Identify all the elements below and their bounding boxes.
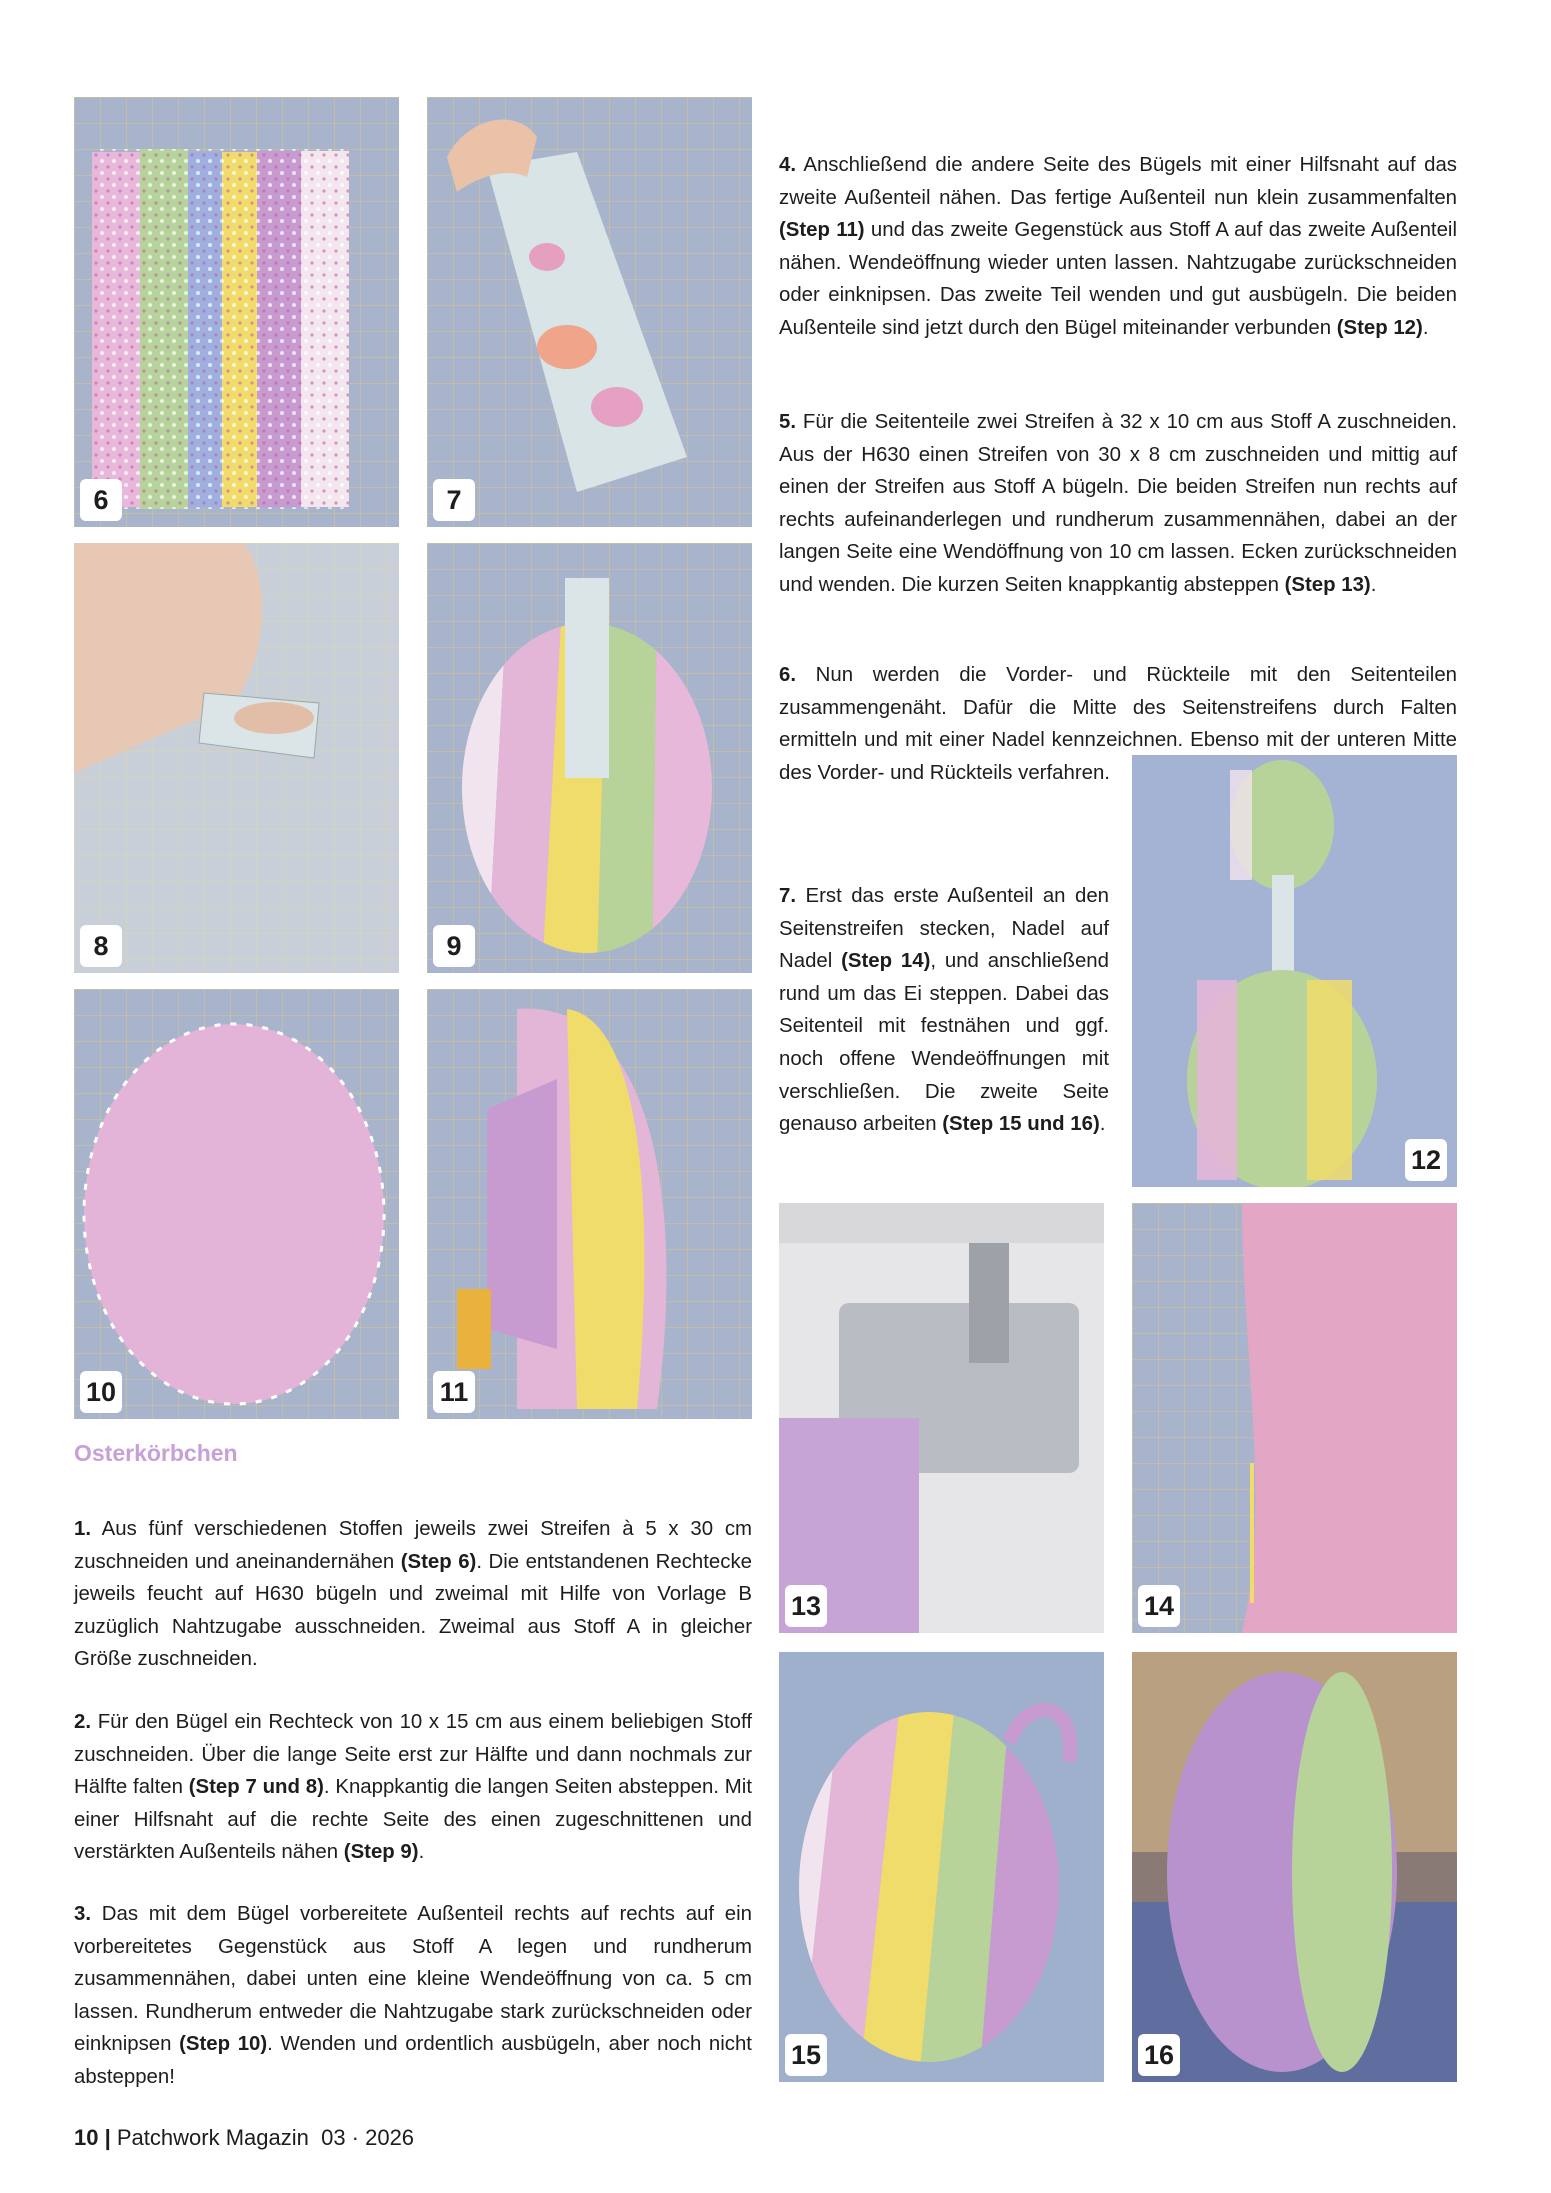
folded-fabric-strip-image	[427, 97, 752, 527]
instruction-step-3: 3. Das mit dem Bügel vorbereitete Außenteil rechts auf rechts auf ein vorbereitetes Gegenstück aus Stoff A legen und rundherum zusammennähen, dabei unten eine kleine Wendeöffnung von ca. 5 cm lassen. Rundherum entweder die Nahtzugabe stark zurückschneiden oder einknipsen (Step 10). Wenden und ordentlich ausbügeln, aber noch nicht absteppen!	[74, 1903, 752, 2088]
instruction-step-4: 4. Anschließend die andere Seite des Bügels mit einer Hilfsnaht auf das zweite Außenteil nähen. Das fertige Außenteil nun klein zusammenfalten (Step 11) und das zweite Gegenstück aus Stoff A auf das zweite Außenteil nähen. Wendeöffnung wieder unten lassen. Nahtzugabe zurückschneiden oder einknipsen. Das zweite Teil wenden und gut ausbügeln. Die beiden Außenteile sind jetzt durch den Bügel miteinander verbunden (Step 12).	[779, 154, 1457, 339]
step-number-badge: 15	[785, 2034, 827, 2076]
step-number-badge: 12	[1405, 1139, 1447, 1181]
magazine-name: Patchwork Magazin	[116, 2125, 309, 2150]
photo-step-15	[779, 1652, 1104, 2082]
issue-date: 03 · 2026	[308, 2125, 415, 2150]
page-footer: 10 | Patchwork Magazin 03 · 2026	[74, 2125, 415, 2150]
step-number-badge: 16	[1138, 2034, 1180, 2076]
egg-panel-with-handle-image	[427, 543, 752, 973]
photo-step-7	[427, 97, 752, 527]
folded-egg-panel-image	[427, 989, 752, 1419]
striped-fabric-panel-image	[74, 97, 399, 527]
step-number-badge: 10	[80, 1371, 122, 1413]
pinned-side-strip-image	[1132, 1203, 1457, 1633]
photo-step-9	[427, 543, 752, 973]
instruction-step-5: 5. Für die Seitenteile zwei Streifen à 32 x 10 cm aus Stoff A zuschneiden. Aus der H630 einen Streifen von 30 x 8 cm zuschneiden und mittig auf einen der Streifen aus Stoff A bügeln. Die beiden Streifen nun rechts auf rechts aufeinanderlegen und rundherum zusammennähen, dabei an der langen Seite eine Wendöffnung von 10 cm lassen. Ecken zurückschneiden und wenden. Die kurzen Seiten knappkantig absteppen (Step 13).	[779, 411, 1457, 596]
hand-folding-strip-image	[74, 543, 399, 973]
photo-step-6	[74, 97, 399, 527]
step-number-badge: 11	[433, 1371, 475, 1413]
photo-step-10	[74, 989, 399, 1419]
step-number-badge: 14	[1138, 1585, 1180, 1627]
finished-basket-side-image	[1132, 1652, 1457, 2082]
photo-step-16	[1132, 1652, 1457, 2082]
pink-egg-lining-image	[74, 989, 399, 1419]
photo-step-11	[427, 989, 752, 1419]
instruction-step-2: 2. Für den Bügel ein Rechteck von 10 x 15 cm aus einem beliebigen Stoff zuschneiden. Über die lange Seite erst zur Hälfte und dann nochmals zur Hälfte falten (Step 7 und 8). Knappkantig die langen Seiten absteppen. Mit einer Hilfsnaht auf die rechte Seite des einen zugeschnittenen und verstärkten Außenteils nähen (Step 9).	[74, 1711, 752, 1864]
photo-step-14	[1132, 1203, 1457, 1633]
photo-step-12	[1132, 755, 1457, 1187]
instruction-step-7: 7. Erst das erste Außenteil an den Seitenstreifen stecken, Nadel auf Nadel (Step 14), und anschließend rund um das Ei steppen. Dabei das Seitenteil mit festnähen und ggf. noch offene Wendeöffnungen mit verschließen. Die zweite Seite genauso arbeiten (Step 15 und 16).	[779, 885, 1109, 1136]
step-number-badge: 9	[433, 925, 475, 967]
step-number-badge: 7	[433, 479, 475, 521]
sewing-machine-image	[779, 1203, 1104, 1633]
section-heading: Osterkörbchen	[74, 1440, 238, 1466]
instruction-step-6: 6. Nun werden die Vorder- und Rückteile mit den Seitenteilen zusammengenäht. Dafür die Mitte des Seitenstreifens durch Falten ermitteln und mit einer Nadel kennzeichnen. Ebenso mit der unteren Mitte des Vorder- und Rückteils verfahren.	[779, 664, 1457, 784]
instruction-step-1: 1. Aus fünf verschiedenen Stoffen jeweils zwei Streifen à 5 x 30 cm zuschneiden und aneinandernähen (Step 6). Die entstandenen Rechtecke jeweils feucht auf H630 bügeln und zweimal mit Hilfe von Vorlage B zuzüglich Nahtzugabe ausschneiden. Zweimal aus Stoff A in gleicher Größe zuschneiden.	[74, 1518, 752, 1671]
photo-step-8	[74, 543, 399, 973]
step-number-badge: 6	[80, 479, 122, 521]
step-number-badge: 8	[80, 925, 122, 967]
two-egg-panels-joined-image	[1132, 755, 1457, 1187]
photo-step-13	[779, 1203, 1104, 1633]
finished-basket-front-image	[779, 1652, 1104, 2082]
page-number: 10	[74, 2125, 99, 2150]
step-number-badge: 13	[785, 1585, 827, 1627]
